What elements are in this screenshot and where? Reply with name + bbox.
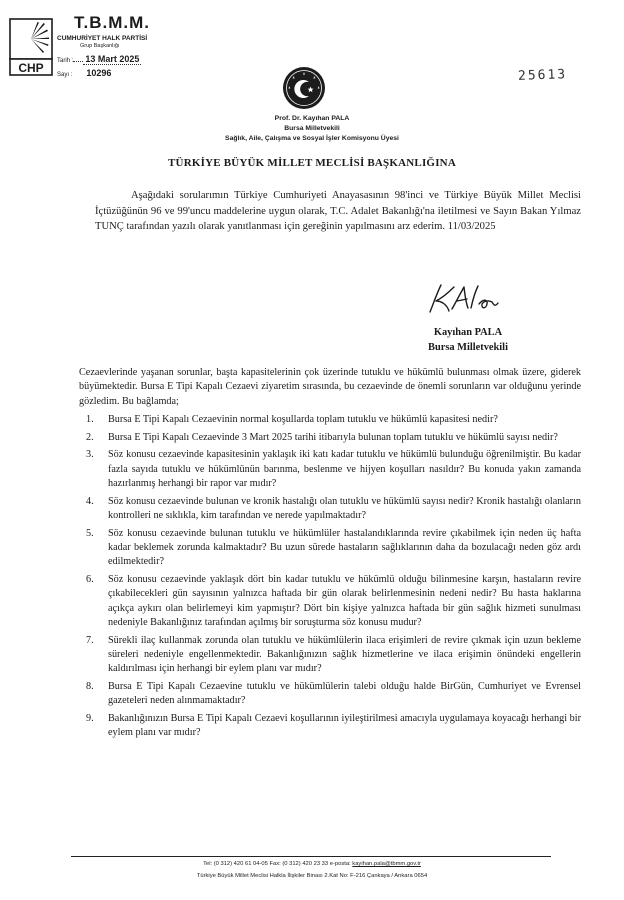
question-number: 6. (86, 573, 94, 585)
question-number: 2. (86, 431, 94, 443)
date-value: 13 Mart 2025 (85, 54, 140, 64)
group-office: Grup Başkanlığı (80, 43, 120, 49)
footer-divider (71, 856, 551, 857)
question-item (79, 431, 581, 445)
party-name: CUMHURİYET HALK PARTİSİ (57, 35, 148, 42)
stamp-date-row (57, 54, 141, 64)
institution-name: T.B.M.M. (74, 13, 150, 32)
question-list (79, 413, 581, 744)
author-commission: Sağlık, Aile, Çalışma ve Sosyal İşler Komisyonu Üyesi (225, 135, 399, 142)
date-label: Tarih : (57, 58, 74, 64)
intro-paragraph: Aşağıdaki sorularımın Türkiye Cumhuriyeti Anayasasının 98'inci ve Türkiye Büyük Millet Meclisi İçtüzüğünün 96 ve 99'uncu maddelerine uygun olarak, T.C. Adalet Bakanlığı'na iletilmesi ve Sayın Bakan Yılmaz TUNÇ tarafından yazılı olarak yanıtlanması için gereğinin yapılmasını arz ederim. 11/03/2025 (95, 190, 581, 232)
author-role: Bursa Milletvekili (284, 125, 340, 132)
question-number: 3. (86, 449, 94, 461)
question-number: 9. (86, 712, 94, 724)
number-value: 10296 (86, 68, 112, 78)
question-number: 8. (86, 680, 94, 692)
author-name: Prof. Dr. Kayıhan PALA (274, 115, 350, 122)
addressee-heading: TÜRKİYE BÜYÜK MİLLET MECLİSİ BAŞKANLIĞINA (168, 157, 456, 169)
question-number: 5. (86, 527, 94, 539)
question-item (79, 680, 581, 709)
footer-phone-fax: Tel: (0 312) 420 61 04-05 Fax: (0 312) 420 23 33 e-posta: (203, 861, 353, 867)
question-item (79, 448, 581, 491)
footer-address: Türkiye Büyük Millet Meclisi Halkla İlişkiler Binası 2.Kat No: F-216 Çankaya / Ankara 0654 (196, 873, 428, 879)
registry-number: 25613 (517, 67, 568, 84)
question-text: Söz konusu cezaevinde bulunan ve kronik hastalığı olan tutuklu ve hükümlü sayısı nedir? Kronik hastalığı olanların kontrolleri ne sıklıkla, kim tarafından ve nerede yapılmaktadır? (108, 495, 581, 521)
question-item (79, 495, 581, 524)
number-label: Sayı : (57, 72, 73, 78)
question-text: Sürekli ilaç kullanmak zorunda olan tutuklu ve hükümlülerin ilaca erişimleri de revire çıkmak için uzun bekleme süreleri nedeniyle engellenmektedir. Bakanlığınızın sağlık hizmetlerine ve ilaca erişimin önündeki engellerin kaldırılması için herhangi bir eylem planı var mıdır? (108, 634, 581, 675)
question-item (79, 413, 581, 427)
logo-text: CHP (18, 61, 44, 75)
signer-role: Bursa Milletvekili (428, 342, 508, 353)
question-item (79, 573, 581, 630)
signer-name: Kayıhan PALA (433, 327, 503, 338)
author-block (0, 114, 624, 144)
question-text: Bursa E Tipi Kapalı Cezaevinde 3 Mart 2025 tarihi itibarıyla bulunan toplam tutuklu ve hükümlü sayısı nedir? (108, 431, 558, 443)
question-number: 7. (86, 634, 94, 646)
footer-contact (0, 861, 624, 867)
question-item (79, 527, 581, 570)
question-text: Bakanlığınızın Bursa E Tipi Kapalı Cezaevi koşullarının iyileştirilmesi amacıyla uygulamaya koyacağı herhangi bir eylem planı var mıdır? (108, 712, 581, 739)
signer-block (408, 325, 528, 355)
question-text: Bursa E Tipi Kapalı Cezaevinin normal koşullarda toplam tutuklu ve hükümlü kapasitesi nedir? (108, 414, 498, 425)
chp-party-logo (9, 18, 53, 76)
question-text: Söz konusu cezaevinde yaklaşık dört bin kadar tutuklu ve hükümlü olduğu bilinmesine karşın, hastaların revire çıkabilecekleri gün sayısının yalnızca haftada bir gün olarak belirlenmesinin nedeni nedir? Bu hasta haklarına açıkça aykırı olan belirlemeyi kim yapmıştır? Dört bin kişiye yalnızca haftada bir gün sağlık hizmeti sunulması nedeniyle Bakanlığınız tarafından açılmış bir soruşturma söz konusu mudur? (108, 573, 581, 628)
body-paragraph: Cezaevlerinde yaşanan sorunlar, başta kapasitelerinin çok üzerinde tutuklu ve hükümlü bulunması olmak üzere, giderek büyümektedir. Bursa E Tipi Kapalı Cezaevi ziyaretim sırasında, bu cezaevinde de önemli sorunların var olduğunu yerinde gözledim. Bu bağlamda; (79, 367, 581, 407)
stamp-number-row (57, 68, 111, 78)
tbmm-emblem-icon (282, 66, 326, 110)
question-number: 4. (86, 495, 94, 507)
question-text: Söz konusu cezaevinde bulunan tutuklu ve hükümlüler hastalandıklarında revire çıkabilmek için neden üç hafta kadar beklemek zorunda kalmaktadır? Bu uzun sürede hastaların sağlıklarının daha da bozulacağı neden göz ardı edilmektedir? (108, 527, 581, 568)
footer-email-link[interactable]: kayihan.pala@tbmm.gov.tr (352, 861, 421, 867)
question-item (79, 712, 581, 741)
question-text: Bursa E Tipi Kapalı Cezaevine tutuklu ve hükümlülerin talebi olduğu halde BirGün, Cumhuriyet ve Evrensel gazeteleri neden alınmamaktadır? (108, 680, 581, 707)
question-text: Söz konusu cezaevinde kapasitesinin yaklaşık iki katı kadar tutuklu ve hükümlü bulunduğu öğrenilmiştir. Bu kadar fazla sayıda tutuklu ve hükümlünün barınma, beslenme ve hijyen koşulları nasıldır? Bu konuda yakın zamanda hazırlanmış herhangi bir rapor var mıdır? (108, 449, 581, 489)
question-number: 1. (86, 414, 94, 425)
handwritten-signature (422, 282, 510, 316)
question-item (79, 634, 581, 677)
